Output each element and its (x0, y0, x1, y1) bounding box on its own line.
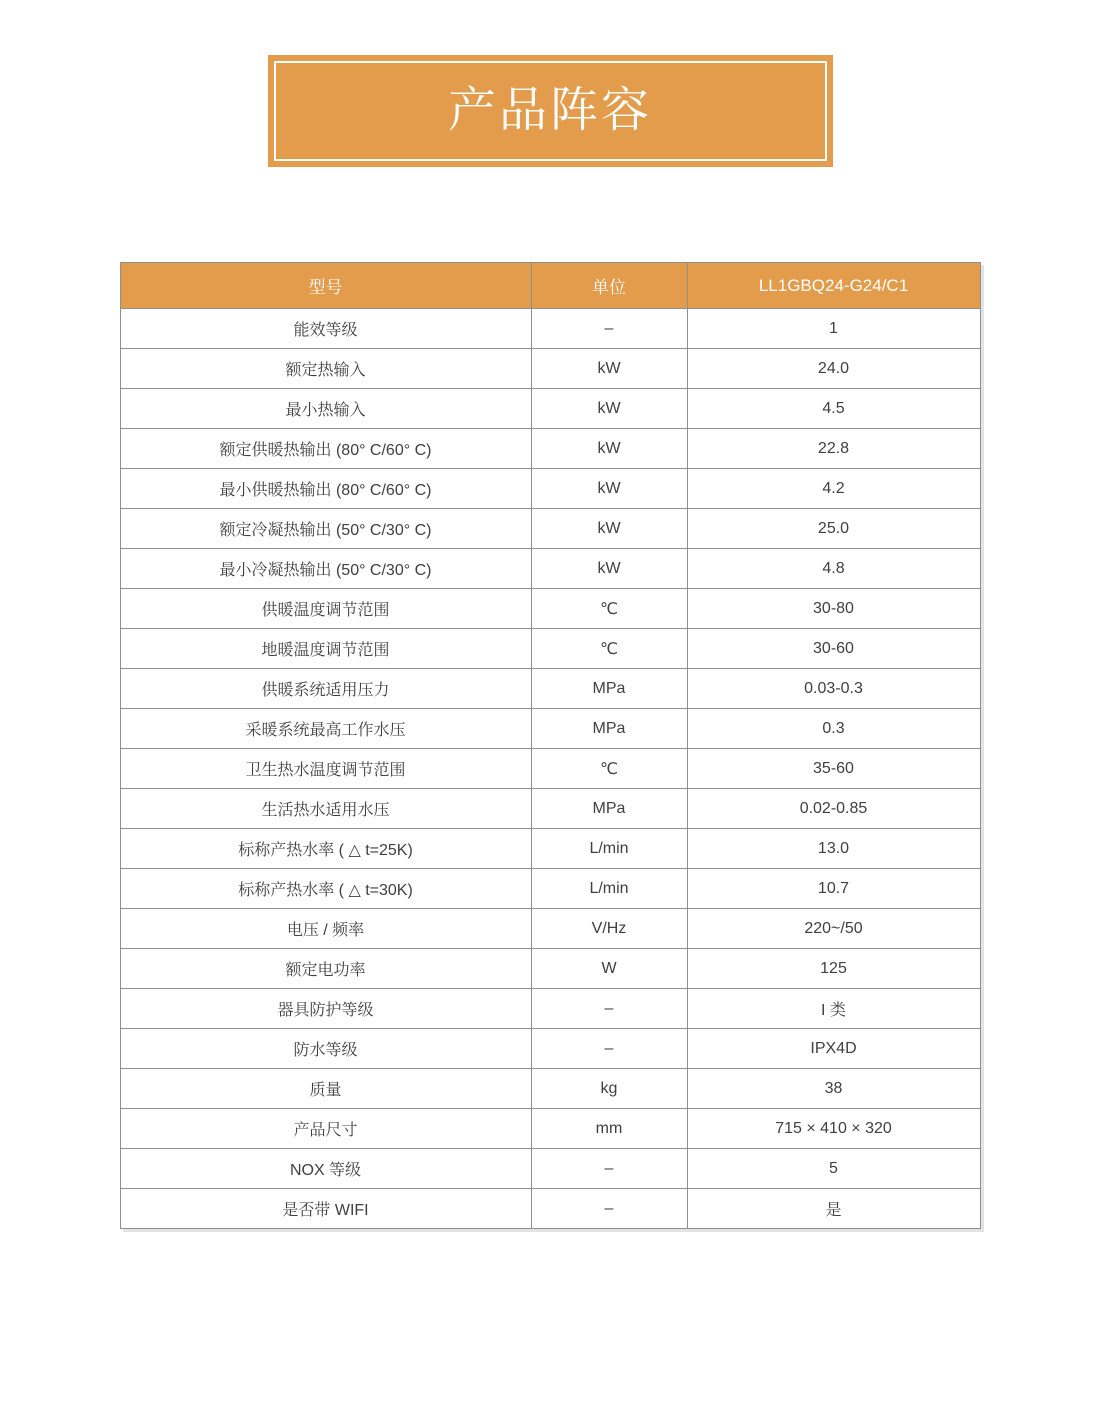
spec-label-cell: 器具防护等级 (120, 989, 531, 1029)
table-row (120, 589, 980, 629)
spec-label-cell: 最小供暖热输出 (80° C/60° C) (120, 469, 531, 509)
table-row (120, 1109, 980, 1149)
table-row (120, 1069, 980, 1109)
spec-unit-cell: – (531, 1149, 687, 1189)
spec-label-cell: 防水等级 (120, 1029, 531, 1069)
spec-value-cell: 10.7 (687, 869, 980, 909)
spec-label-cell: 额定电功率 (120, 949, 531, 989)
spec-label-cell: 供暖温度调节范围 (120, 589, 531, 629)
table-row (120, 629, 980, 669)
spec-value-cell: 30-80 (687, 589, 980, 629)
spec-label-cell: 卫生热水温度调节范围 (120, 749, 531, 789)
spec-label-cell: 生活热水适用水压 (120, 789, 531, 829)
spec-value-cell: 24.0 (687, 349, 980, 389)
spec-value-cell: 35-60 (687, 749, 980, 789)
table-row (120, 869, 980, 909)
table-row (120, 989, 980, 1029)
spec-unit-cell: L/min (531, 829, 687, 869)
table-row (120, 789, 980, 829)
spec-unit-cell: MPa (531, 789, 687, 829)
column-header-unit: 单位 (531, 263, 687, 309)
spec-label-cell: 标称产热水率 ( △ t=25K) (120, 829, 531, 869)
spec-value-cell: 715 × 410 × 320 (687, 1109, 980, 1149)
spec-unit-cell: kW (531, 349, 687, 389)
spec-unit-cell: W (531, 949, 687, 989)
spec-unit-cell: kW (531, 389, 687, 429)
spec-value-cell: 38 (687, 1069, 980, 1109)
spec-unit-cell: kg (531, 1069, 687, 1109)
table-row (120, 549, 980, 589)
spec-value-cell: 13.0 (687, 829, 980, 869)
spec-label-cell: 采暖系统最高工作水压 (120, 709, 531, 749)
spec-value-cell: 1 (687, 309, 980, 349)
spec-value-cell: 25.0 (687, 509, 980, 549)
spec-value-cell: 是 (687, 1189, 980, 1229)
spec-unit-cell: – (531, 989, 687, 1029)
spec-unit-cell: ℃ (531, 629, 687, 669)
spec-unit-cell: – (531, 309, 687, 349)
table-row (120, 349, 980, 389)
column-header-product-model: LL1GBQ24-G24/C1 (687, 263, 980, 309)
spec-label-cell: 是否带 WIFI (120, 1189, 531, 1229)
spec-unit-cell: – (531, 1029, 687, 1069)
spec-unit-cell: mm (531, 1109, 687, 1149)
table-row (120, 709, 980, 749)
spec-value-cell: 125 (687, 949, 980, 989)
spec-unit-cell: kW (531, 509, 687, 549)
table-row (120, 429, 980, 469)
spec-unit-cell: MPa (531, 709, 687, 749)
title-banner (268, 55, 833, 167)
table-row (120, 509, 980, 549)
spec-label-cell: 额定冷凝热输出 (50° C/30° C) (120, 509, 531, 549)
table-row (120, 389, 980, 429)
spec-value-cell: 4.5 (687, 389, 980, 429)
spec-unit-cell: – (531, 1189, 687, 1229)
table-row (120, 1149, 980, 1189)
spec-value-cell: I 类 (687, 989, 980, 1029)
spec-label-cell: 产品尺寸 (120, 1109, 531, 1149)
spec-unit-cell: kW (531, 549, 687, 589)
table-row (120, 469, 980, 509)
column-header-model: 型号 (120, 263, 531, 309)
spec-value-cell: 4.8 (687, 549, 980, 589)
page-title: 产品阵容 (447, 84, 652, 137)
spec-unit-cell: kW (531, 469, 687, 509)
table-row (120, 749, 980, 789)
table-row (120, 909, 980, 949)
table-row (120, 949, 980, 989)
spec-label-cell: 最小冷凝热输出 (50° C/30° C) (120, 549, 531, 589)
spec-unit-cell: kW (531, 429, 687, 469)
spec-value-cell: 30-60 (687, 629, 980, 669)
spec-unit-cell: MPa (531, 669, 687, 709)
spec-label-cell: 能效等级 (120, 309, 531, 349)
table-row (120, 1189, 980, 1229)
spec-label-cell: 标称产热水率 ( △ t=30K) (120, 869, 531, 909)
spec-label-cell: 电压 / 频率 (120, 909, 531, 949)
spec-label-cell: 额定热输入 (120, 349, 531, 389)
product-spec-table (120, 262, 981, 1229)
spec-value-cell: 0.02-0.85 (687, 789, 980, 829)
spec-value-cell: 4.2 (687, 469, 980, 509)
spec-value-cell: 0.3 (687, 709, 980, 749)
spec-label-cell: 供暖系统适用压力 (120, 669, 531, 709)
table-row (120, 829, 980, 869)
table-header-row (120, 263, 980, 309)
spec-label-cell: 质量 (120, 1069, 531, 1109)
spec-value-cell: IPX4D (687, 1029, 980, 1069)
spec-label-cell: NOX 等级 (120, 1149, 531, 1189)
spec-label-cell: 地暖温度调节范围 (120, 629, 531, 669)
table-row (120, 1029, 980, 1069)
spec-label-cell: 最小热输入 (120, 389, 531, 429)
spec-unit-cell: L/min (531, 869, 687, 909)
spec-unit-cell: ℃ (531, 749, 687, 789)
spec-value-cell: 220~/50 (687, 909, 980, 949)
spec-value-cell: 5 (687, 1149, 980, 1189)
spec-unit-cell: V/Hz (531, 909, 687, 949)
spec-label-cell: 额定供暖热输出 (80° C/60° C) (120, 429, 531, 469)
spec-value-cell: 0.03-0.3 (687, 669, 980, 709)
table-row (120, 669, 980, 709)
table-row (120, 309, 980, 349)
spec-unit-cell: ℃ (531, 589, 687, 629)
spec-value-cell: 22.8 (687, 429, 980, 469)
